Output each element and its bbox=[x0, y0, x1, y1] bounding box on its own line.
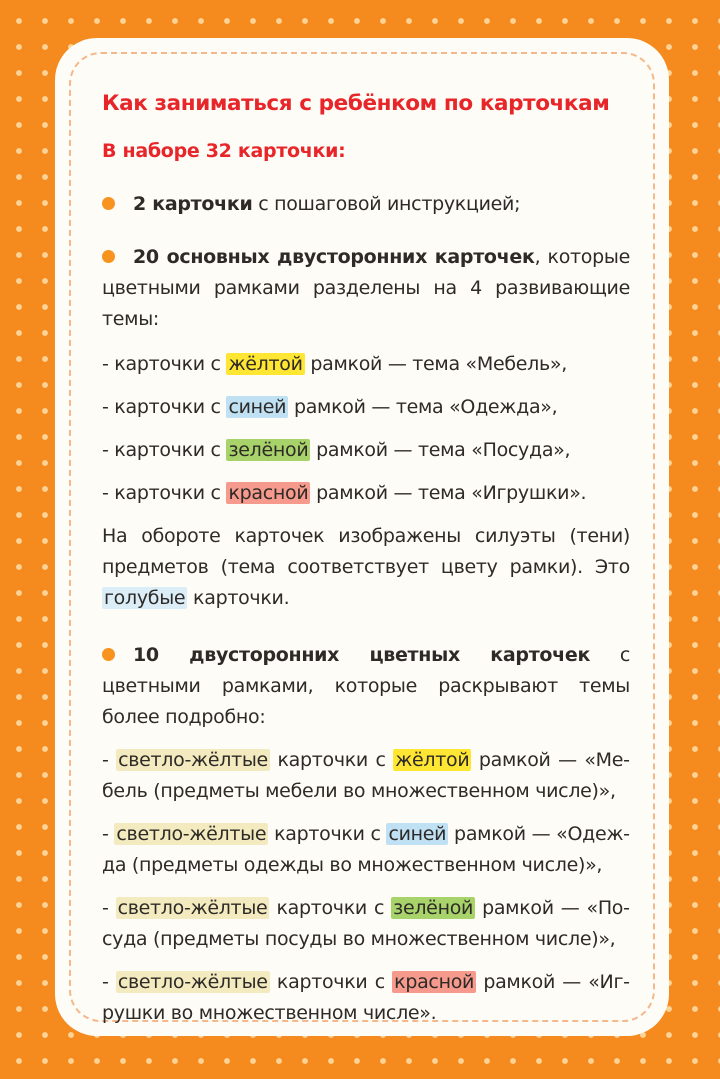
note-end: карточки. bbox=[187, 587, 290, 609]
detail-item bbox=[102, 819, 630, 881]
detail-mid: карточки с bbox=[269, 749, 394, 771]
color-word-cream: светло-жёлтые bbox=[117, 897, 268, 919]
theme-item bbox=[102, 435, 630, 466]
bullet-dot-icon bbox=[102, 648, 115, 661]
bullet-bold: 20 основных двусторонних карточек bbox=[133, 246, 535, 268]
color-word-red: красной bbox=[394, 971, 475, 993]
color-word-blue: синей bbox=[388, 823, 447, 845]
detail-mid: карточки с bbox=[268, 823, 387, 845]
theme-suffix: рамкой — тема «Посуда», bbox=[310, 439, 571, 461]
bullet-bold: 10 двусторонних цветных карточек bbox=[133, 644, 591, 666]
detail-suffix: рамкой — «Игрушки во множественном числе». bbox=[102, 971, 631, 1024]
bullet-main-cards bbox=[102, 242, 630, 335]
color-word-light-blue: голубые bbox=[104, 587, 186, 609]
bullet-dot-icon bbox=[102, 250, 115, 263]
theme-suffix: рамкой — тема «Мебель», bbox=[304, 353, 567, 375]
theme-prefix: - карточки с bbox=[102, 396, 227, 418]
color-word-cream: светло-жёлтые bbox=[116, 823, 267, 845]
color-word-cream: светло-жёлтые bbox=[118, 749, 268, 771]
theme-item bbox=[102, 349, 630, 380]
detail-suffix: рамкой — «Посуда (предметы посуды во множественном числе)», bbox=[102, 897, 630, 950]
color-word-green: зелёной bbox=[393, 897, 474, 919]
bullet-text: с цветными рамками, которые раскрывают темы более подробно: bbox=[102, 644, 630, 728]
theme-prefix: - карточки с bbox=[102, 353, 227, 375]
set-subtitle: В наборе 32 карточки: bbox=[102, 140, 346, 162]
card-content bbox=[102, 90, 630, 1041]
bullet-instruction-cards bbox=[102, 189, 630, 220]
theme-item bbox=[102, 478, 630, 509]
bullet-bold: 2 карточки bbox=[133, 193, 253, 215]
color-word-cream: светло-жёлтые bbox=[117, 971, 268, 993]
detail-item bbox=[102, 893, 630, 955]
detail-prefix: - bbox=[102, 897, 116, 919]
theme-item bbox=[102, 392, 630, 423]
note-text: На обороте карточек изображены силуэты (тени) предметов (тема соответствует цвету рамки). Это bbox=[102, 525, 630, 578]
detail-mid: карточки с bbox=[269, 971, 393, 993]
detail-mid: карточки с bbox=[269, 897, 392, 919]
page-title: Как заниматься с ребёнком по карточкам bbox=[102, 91, 610, 116]
detail-suffix: рамкой — «Мебель (предметы мебели во множественном числе)», bbox=[102, 749, 631, 802]
reverse-side-note bbox=[102, 521, 630, 614]
theme-prefix: - карточки с bbox=[102, 482, 227, 504]
color-word-red: красной bbox=[228, 482, 309, 504]
detail-suffix: рамкой — «Одежда (предметы одежды во множественном числе)», bbox=[102, 823, 631, 876]
theme-suffix: рамкой — тема «Игрушки». bbox=[310, 482, 587, 504]
color-word-yellow: жёлтой bbox=[228, 353, 303, 375]
color-word-green: зелёной bbox=[228, 439, 309, 461]
detail-item bbox=[102, 745, 630, 807]
theme-prefix: - карточки с bbox=[102, 439, 227, 461]
detail-prefix: - bbox=[102, 823, 115, 845]
bullet-text: с пошаговой инструкцией; bbox=[252, 193, 521, 215]
color-word-yellow: жёлтой bbox=[395, 749, 470, 771]
detail-prefix: - bbox=[102, 971, 116, 993]
detail-item bbox=[102, 967, 630, 1029]
bullet-dot-icon bbox=[102, 197, 115, 210]
detail-prefix: - bbox=[102, 749, 117, 771]
instruction-card bbox=[55, 38, 669, 1036]
bullet-text: , которые цветными рамками разделены на 4 развивающие темы: bbox=[102, 246, 630, 330]
bullet-color-cards bbox=[102, 640, 630, 733]
color-word-blue: синей bbox=[228, 396, 287, 418]
theme-suffix: рамкой — тема «Одежда», bbox=[288, 396, 558, 418]
